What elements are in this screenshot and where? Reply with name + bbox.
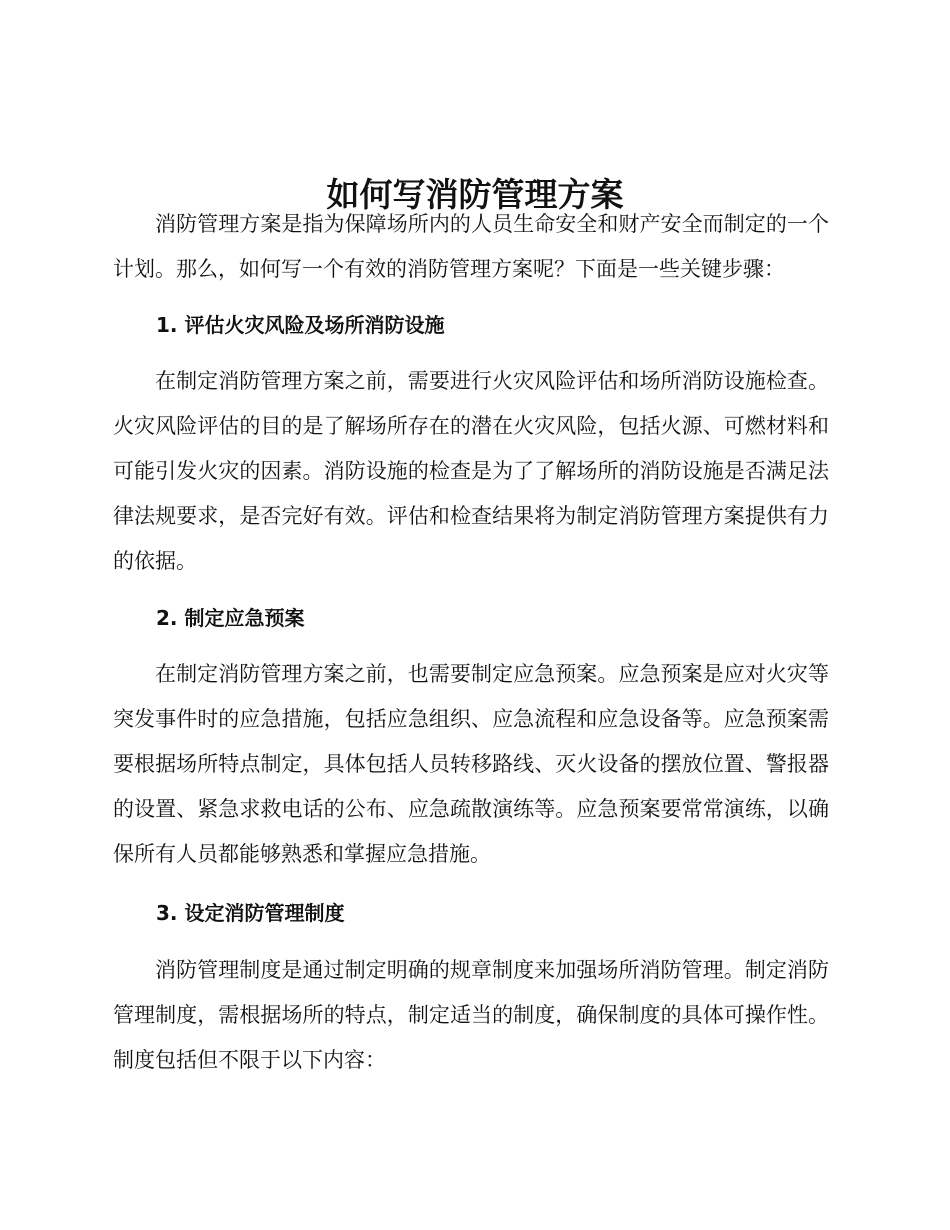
section-body-1: 在制定消防管理方案之前，需要进行火灾风险评估和场所消防设施检查。火灾风险评估的目的是了解场所存在的潜在火灾风险，包括火源、可燃材料和可能引发火灾的因素。消防设施的检查是为了了解场所的消防设施是否满足法律法规要求，是否完好有效。评估和检查结果将为制定消防管理方案提供有力的依据。 (113, 369, 829, 573)
document-title: 如何写消防管理方案 (326, 175, 624, 215)
section-body-3: 消防管理制度是通过制定明确的规章制度来加强场所消防管理。制定消防管理制度，需根据场所的特点，制定适当的制度，确保制度的具体可操作性。制度包括但不限于以下内容： (113, 958, 829, 1072)
section-heading-2: 2. 制定应急预案 (156, 606, 305, 630)
section-heading-3: 3. 设定消防管理制度 (156, 901, 345, 925)
section-heading-1: 1. 评估火灾风险及场所消防设施 (156, 313, 445, 337)
intro-paragraph: 消防管理方案是指为保障场所内的人员生命安全和财产安全而制定的一个计划。那么，如何写一个有效的消防管理方案呢？下面是一些关键步骤： (113, 212, 829, 281)
section-body-2: 在制定消防管理方案之前，也需要制定应急预案。应急预案是应对火灾等突发事件时的应急措施，包括应急组织、应急流程和应急设备等。应急预案需要根据场所特点制定，具体包括人员转移路线、灭火设备的摆放位置、警报器的设置、紧急求救电话的公布、应急疏散演练等。应急预案要常常演练，以确保所有人员都能够熟悉和掌握应急措施。 (113, 662, 829, 866)
